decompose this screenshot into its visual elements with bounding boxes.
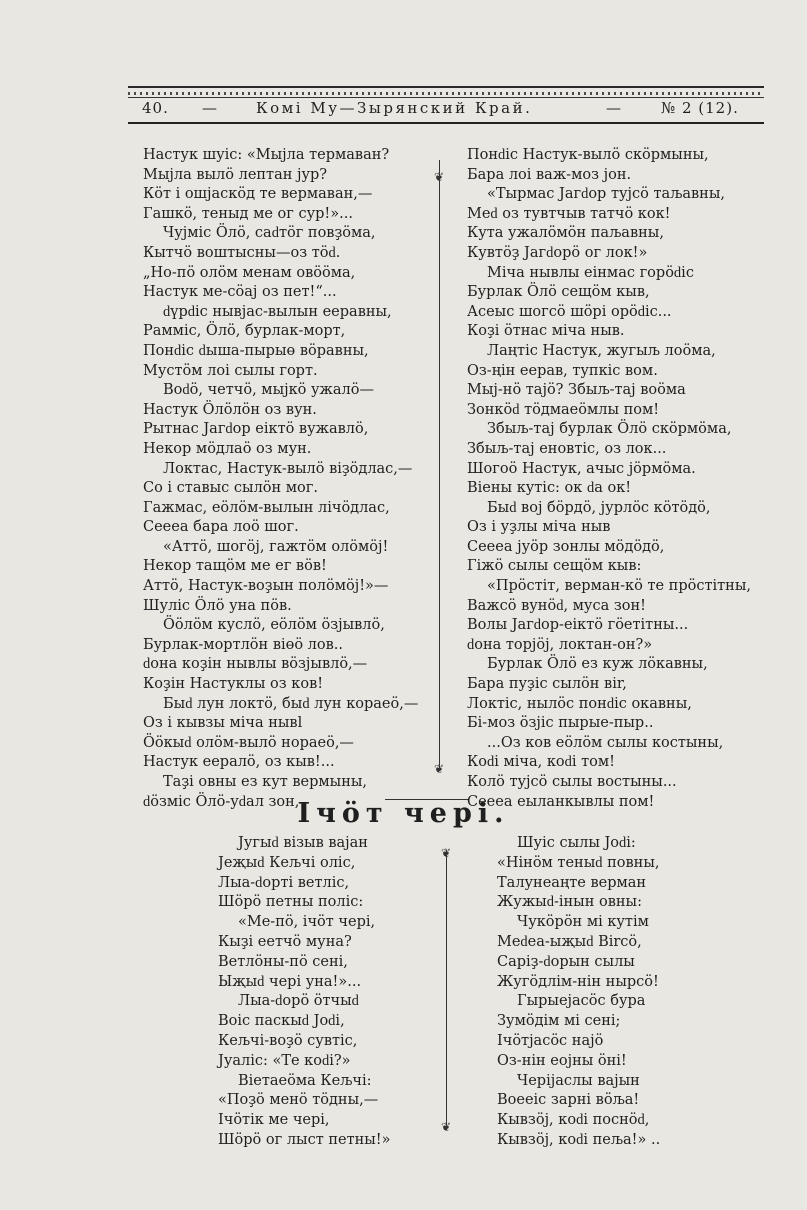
poem-line: Віены кутіс: ок ԁа ок! [467, 480, 632, 497]
poem-line: Бі-моз ӧзјіс пырые-пыр.. [467, 715, 654, 732]
poem-line: «Нінӧм теныԁ повны, [497, 854, 660, 871]
poem-line: Міча нывлы еінмас горӧԁіс [487, 264, 694, 281]
poem-line: Јуаліс: «Те коԁі?» [218, 1052, 351, 1069]
poem-line: Мустӧм лоі сылы горт. [143, 362, 318, 379]
poem-line: Шуліс Ӧлӧ уна пӧв. [143, 597, 292, 614]
poem-line: Локтас, Настук-вылӧ віҙӧдлас,— [163, 460, 413, 477]
poem-line: Лаңтіс Настук, жугыљ лоӧма, [487, 342, 716, 359]
poem-line: Кӧт і ошјаскӧд те вермаван,— [143, 186, 373, 203]
poem-line: ...Оз ков еӧлӧм сылы костыны, [487, 734, 724, 751]
poem-line: Некор тащӧм ме ег вӧв! [143, 558, 327, 575]
divider-ornament-icon: ❦ [441, 1120, 452, 1134]
header-ornament-rule [128, 86, 764, 96]
poem-line: Настук ме-сӧај оз пет!“... [143, 284, 337, 301]
poem-line: Віетаеӧма Кељчі: [238, 1072, 372, 1089]
poem-line: Таҙі овны ез кут вермыны, [163, 774, 368, 790]
poem-line: Зонкӧԁ тӧдмаеӧмлы пом! [467, 401, 660, 418]
poem-line: Асеыс шогсӧ шӧрі орӧԁіс... [467, 303, 672, 320]
poem-line: Ветлӧны-пӧ сені, [218, 953, 348, 970]
poem-line: Чукӧрӧн мі кутім [517, 914, 649, 931]
poem-line: Настук еералӧ, оз кыв!... [143, 754, 335, 771]
poem-line: Мыј-нӧ тајӧ? Збыљ-тај воӧма [467, 382, 686, 399]
poem-line: «Аттӧ, шогӧј, гажтӧм олӧмӧј! [163, 538, 389, 555]
divider-ornament-icon: ❦ [441, 846, 452, 860]
poem-line: Быԁ лун локтӧ, быԁ лун кораеӧ,— [163, 695, 419, 712]
poem-line: Чујміс Ӧлӧ, саԁтӧг повҙӧма, [163, 225, 376, 242]
poem-line: Меԁеа-ыҗыԁ Віrсӧ, [497, 933, 642, 950]
page-number: 40. [142, 99, 169, 117]
poem-line: Кывзӧј, коԁі пеља!» .. [497, 1131, 661, 1148]
poem-line: ԁона торјӧј, локтан-он?» [467, 636, 653, 653]
poem-line: Сеееа бара лоӧ шог. [143, 519, 299, 536]
poem-line: Коҙі ӧтнас міча ныв. [467, 323, 625, 340]
header-dash-right: — [606, 99, 622, 117]
poem-line: Коԁі міча, коԁі том! [467, 754, 615, 771]
poem-line: Оз і уҙлы міча ныв [467, 519, 611, 536]
poem-line: Аттӧ, Настук-воҙын полӧмӧј!»— [143, 578, 389, 595]
poem-line: Рытнас Јагԁор еіктӧ вужавлӧ, [143, 421, 369, 438]
poem-line: Гашкӧ, теныд ме ог сур!»... [143, 205, 353, 222]
poem-line: Локтіс, нылӧс понԁіс окавны, [467, 695, 692, 712]
poem-line: Настук шуіс: «Мыјла термаван? [143, 147, 390, 163]
poem-line: Меԁ оз тувтчыв татчӧ кок! [467, 205, 671, 222]
poem-line: ԁӧзміс Ӧлӧ-уԁал зон, [143, 793, 300, 810]
poem-line: Кута ужалӧмӧн паљавны, [467, 225, 664, 242]
poem-line: Кељчі-воҙӧ сувтіс, [218, 1032, 358, 1049]
poem-line: Сеееа јуӧр зонлы мӧдӧдӧ, [467, 538, 665, 555]
poem-line: Ыҗыԁ черi уна!»... [218, 973, 362, 990]
poem-line: Раммiс, Ӧлӧ, бурлак-морт, [143, 323, 346, 340]
poem-line: Настук Ӧлӧлӧн оз вун. [143, 401, 317, 418]
poem-line: Оз-нін еојны ӧні! [497, 1052, 627, 1069]
poem-line: ԁүрԁіс нывјас-вылын ееравны, [163, 303, 392, 320]
poem-line: Талунеаңте верман [497, 874, 647, 891]
poem-line: Гіжӧ сылы сещӧм кыв: [467, 558, 642, 575]
poem-line: «Тырмас Јагԁор тујсӧ таљавны, [487, 186, 725, 203]
poem-line: Лыа-ԁорӧ ӧтчыԁ [238, 993, 359, 1010]
poem-line: Черіјаслы вајын [517, 1072, 640, 1089]
poem-line: „Но-пӧ олӧм менам овӧӧма, [143, 264, 356, 281]
poem-line: Бара лоі важ-моз јон. [467, 166, 632, 183]
poem-line: Сеееа еыланкывлы пом! [467, 793, 655, 810]
journal-title: Комі Му—Зырянский Край. [256, 99, 533, 117]
poem-line: Со і ставыс сылӧн мог. [143, 480, 318, 497]
poem-line: Бурлак Ӧлӧ ез куж лӧкавны, [487, 656, 708, 673]
poem-line: Коҙін Настуклы оз ков! [143, 676, 324, 693]
poem-line: Оз і кывзы міча нывl [143, 715, 303, 732]
poem-line: Ічӧтјасӧс најӧ [497, 1032, 604, 1049]
poem-line: Воееіс зарні вӧља! [497, 1092, 640, 1109]
issue-number: № 2 (12). [661, 99, 739, 117]
poem-line: Бурлак-мортлӧн віөӧ лов.. [143, 636, 344, 653]
divider-ornament-icon: ❦ [434, 170, 445, 184]
poem-line: «Прӧстіт, верман-кӧ те прӧстітны, [487, 578, 751, 595]
poem-line: Саріҙ-ԁорын сылы [497, 953, 635, 970]
poem-line: Мыјла вылӧ лептан јур? [143, 166, 328, 183]
poem-line: Воіс паскыԁ Јоԁі, [218, 1013, 345, 1030]
poem-line: Бурлак Ӧлӧ сещӧм кыв, [467, 284, 650, 301]
header-dash-left: — [202, 99, 218, 117]
poem-line: Бара пуҙіс сылӧн віr, [467, 676, 627, 693]
poem-line: Жугӧдлім-нін нырсӧ! [497, 973, 659, 990]
poem-line: Шӧрӧ петны поліс: [218, 894, 364, 911]
poem-line: Збыљ-тај еновтіс, оз лок... [467, 440, 667, 457]
poem-line: Волы Јагԁор-еіктӧ гӧетітны... [467, 617, 689, 634]
poem-line: Понԁіс ԁыша-пырыө вӧравны, [143, 342, 369, 359]
poem-line: Ӧӧкыԁ олӧм-вылӧ нораеӧ,— [143, 734, 354, 751]
poem-line: Понԁіс Настук-вылӧ скӧрмыны, [467, 147, 709, 163]
poem-line: Ічӧтік ме черi, [218, 1112, 330, 1129]
poem-line: Жужыԁ-інын овны: [497, 894, 642, 911]
poem-line: ԁона коҙін нывлы вӧзјывлӧ,— [143, 656, 368, 673]
poem-line: Оз-ңін еерав, тупкіс вом. [467, 362, 658, 379]
poem-line: Быԁ воj бӧрдӧ, јурлӧс кӧтӧдӧ, [487, 499, 711, 516]
poem1-left-column [143, 146, 418, 812]
poem-line: Важсӧ вунӧԁ, муса зон! [467, 597, 646, 614]
poem-line: Југыԁ візыв вајан [238, 835, 368, 851]
poem-line: Шӧрӧ ог лыст петны!» [218, 1131, 391, 1148]
poem-line: Кывзӧј, коԁі поснӧԁ, [497, 1112, 650, 1129]
poem-line: Ӧӧлӧм куслӧ, еӧлӧм ӧзјывлӧ, [163, 617, 385, 634]
poem-line: Зумӧдім мі сені; [497, 1013, 621, 1030]
poem-line: Кыҙі еетчӧ муна? [218, 933, 352, 950]
poem-line: Шуіс сылы Јоԁі: [517, 835, 636, 851]
header-bottom-rule [128, 122, 764, 124]
poem-line: Кувтӧҙ Јагԁорӧ ог лок!» [467, 244, 648, 261]
poem-line: Гырыејасӧс бура [517, 993, 646, 1010]
poem2-divider-rule [446, 850, 447, 1130]
column-divider-rule [439, 160, 440, 770]
poem-line: Колӧ тујсӧ сылы востыны... [467, 774, 677, 790]
poem-line: Гажмас, еӧлӧм-вылын лічӧдлас, [143, 499, 390, 516]
poem-line: «Поҙӧ менӧ тӧдны,— [218, 1092, 379, 1109]
poem-line: Шогоӧ Настук, ачыс јӧрмӧма. [467, 460, 696, 477]
poem-line: Лыа-ԁорті ветліс, [218, 874, 350, 891]
poem-line: Некор мӧдлаӧ оз мун. [143, 440, 312, 457]
divider-ornament-icon: ❦ [434, 762, 445, 776]
running-header [128, 98, 764, 120]
poem1-right-column [467, 146, 751, 812]
poem2-right-column [497, 834, 660, 1151]
poem-line: Кытчӧ воштысны—оз тӧԁ. [143, 244, 341, 261]
poem-line: Воԁӧ, четчӧ, мыјкӧ ужалӧ— [163, 382, 374, 399]
poem-line: Збыљ-тај бурлак Ӧлӧ скӧрмӧма, [487, 421, 732, 438]
poem-line: Јеҗыԁ Кељчі оліс, [218, 854, 356, 871]
poem-line: «Ме-пӧ, ічӧт черi, [238, 914, 376, 931]
poem2-title: Ічӧт черi. [297, 798, 510, 829]
poem2-left-column [218, 834, 391, 1151]
